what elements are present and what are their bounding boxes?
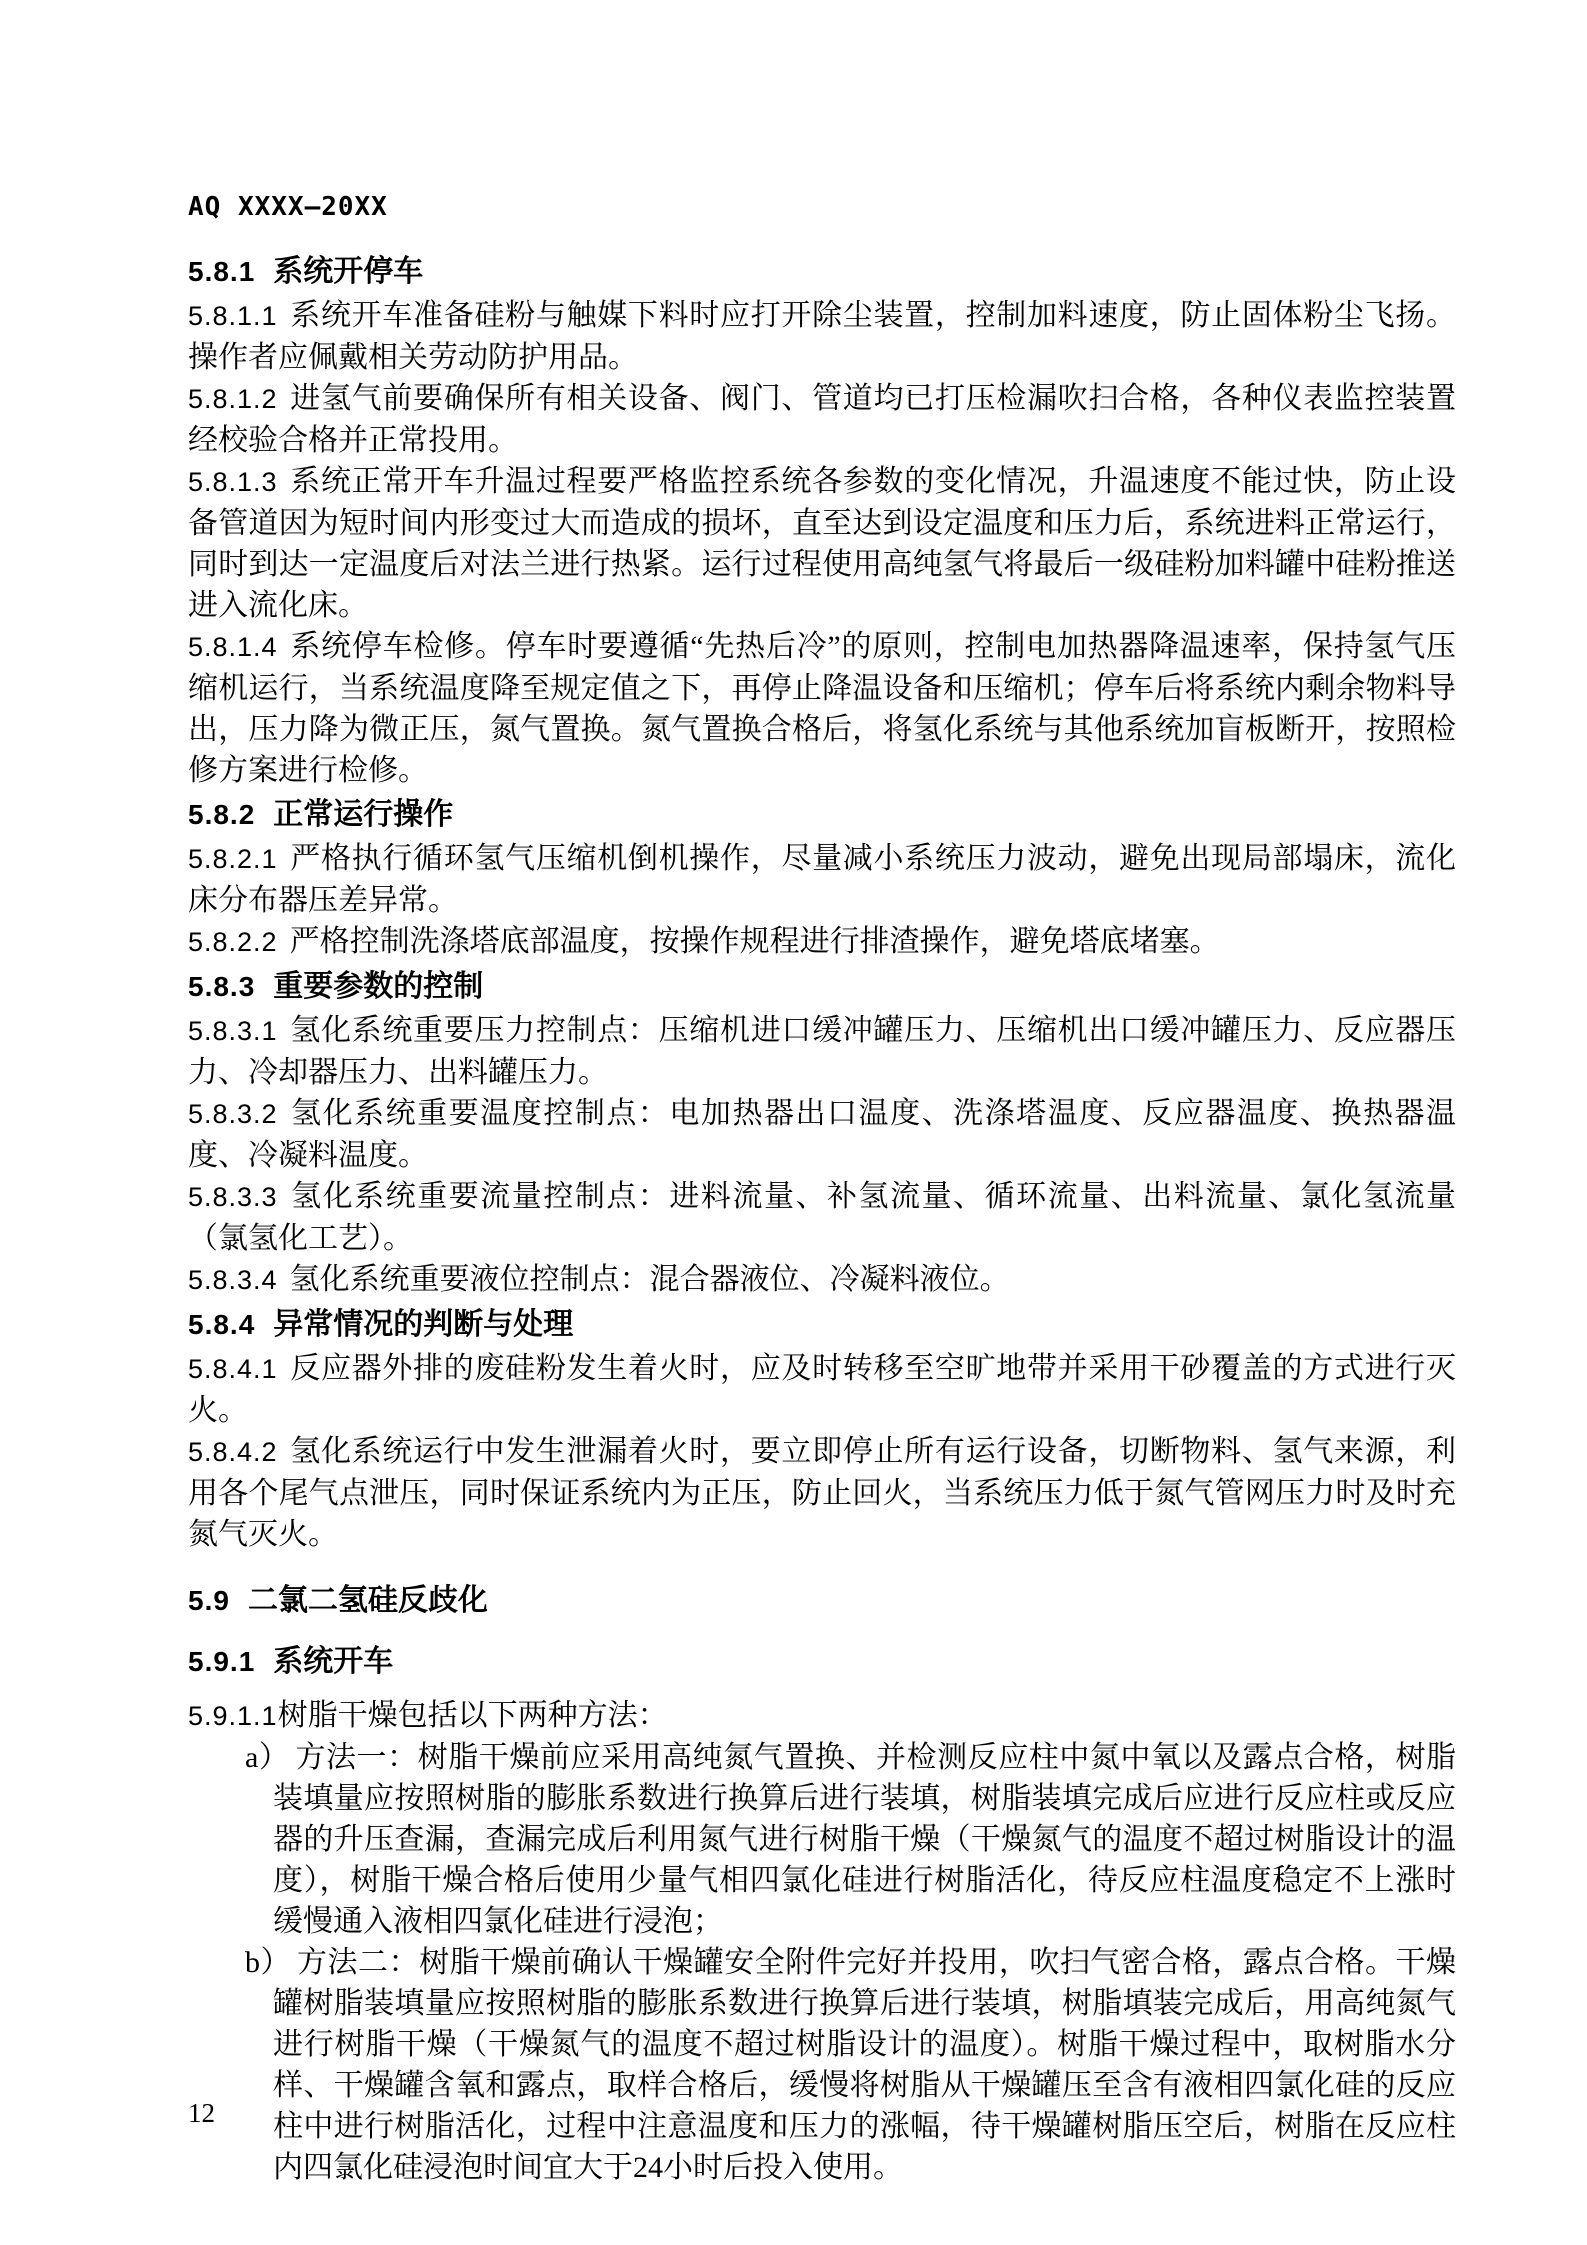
- list-item-b: [188, 1942, 1456, 2188]
- heading-text: 系统开停车: [273, 255, 424, 288]
- page-number: 12: [188, 2098, 215, 2128]
- list-item-a: [188, 1737, 1456, 1942]
- heading-number: 5.8.2: [188, 799, 256, 830]
- heading-5-8-3: [188, 965, 1456, 1008]
- heading-5-9-1: [188, 1640, 1456, 1683]
- clause-5-8-3-3: [188, 1176, 1456, 1259]
- clause-number: 5.8.4.2: [188, 1437, 278, 1467]
- clause-text: 树脂干燥包括以下两种方法：: [277, 1699, 668, 1732]
- list-item-text: 方法一：树脂干燥前应采用高纯氮气置换、并检测反应柱中氮中氧以及露点合格，树脂装填量应按照树脂的膨胀系数进行换算后进行装填，树脂装填完成后应进行反应柱或反应器的升压查漏，查漏完成后利用氮气进行树脂干燥（干燥氮气的温度不超过树脂设计的温度），树脂干燥合格后使用少量气相四氯化硅进行树脂活化，待反应柱温度稳定不上涨时缓慢通入液相四氯化硅进行浸泡；: [273, 1741, 1456, 1938]
- clause-number: 5.8.1.3: [188, 467, 278, 497]
- heading-5-8-4: [188, 1303, 1456, 1346]
- heading-5-9: [188, 1579, 1456, 1622]
- clause-text: 系统开车准备硅粉与触媒下料时应打开除尘装置，控制加料速度，防止固体粉尘飞扬。操作者应佩戴相关劳动防护用品。: [188, 299, 1456, 374]
- clause-5-8-1-4: [188, 626, 1456, 791]
- clause-5-8-1-3: [188, 461, 1456, 626]
- heading-5-8-2: [188, 793, 1456, 836]
- standard-number-header: AQ XXXX—20XX: [188, 192, 388, 222]
- heading-number: 5.8.3: [188, 971, 256, 1002]
- clause-number: 5.8.2.1: [188, 844, 278, 874]
- clause-5-8-4-2: [188, 1431, 1456, 1555]
- heading-text: 系统开车: [273, 1645, 394, 1678]
- clause-number: 5.8.1.2: [188, 384, 278, 414]
- clause-5-8-3-2: [188, 1093, 1456, 1176]
- clause-5-8-3-4: [188, 1259, 1456, 1301]
- clause-number: 5.8.1.1: [188, 301, 278, 331]
- clause-5-8-1-2: [188, 378, 1456, 461]
- list-marker: a）: [245, 1741, 290, 1774]
- clause-text: 氢化系统重要压力控制点：压缩机进口缓冲罐压力、压缩机出口缓冲罐压力、反应器压力、冷却器压力、出料罐压力。: [188, 1014, 1456, 1089]
- heading-text: 二氯二氢硅反歧化: [247, 1584, 488, 1617]
- clause-text: 系统正常开车升温过程要严格监控系统各参数的变化情况，升温速度不能过快，防止设备管道因为短时间内形变过大而造成的损坏，直至达到设定温度和压力后，系统进料正常运行，同时到达一定温度后对法兰进行热紧。运行过程使用高纯氢气将最后一级硅粉加料罐中硅粉推送进入流化床。: [188, 465, 1456, 622]
- clause-number: 5.8.4.1: [188, 1354, 278, 1384]
- heading-text: 重要参数的控制: [273, 970, 484, 1003]
- clause-text: 系统停车检修。停车时要遵循“先热后冷”的原则，控制电加热器降温速率，保持氢气压缩机运行，当系统温度降至规定值之下，再停止降温设备和压缩机；停车后将系统内剩余物料导出，压力降为微正压，氮气置换。氮气置换合格后，将氢化系统与其他系统加盲板断开，按照检修方案进行检修。: [188, 630, 1456, 787]
- clause-5-8-1-1: [188, 295, 1456, 378]
- clause-number: 5.8.3.4: [188, 1265, 278, 1295]
- heading-5-8-1: [188, 250, 1456, 293]
- clause-number: 5.8.1.4: [188, 632, 278, 662]
- heading-number: 5.8.1: [188, 256, 256, 287]
- clause-number: 5.8.3.1: [188, 1016, 278, 1046]
- clause-text: 氢化系统重要流量控制点：进料流量、补氢流量、循环流量、出料流量、氯化氢流量（氯氢化工艺）。: [188, 1180, 1456, 1255]
- document-body: [188, 248, 1456, 2188]
- list-marker: b）: [245, 1946, 292, 1979]
- clause-text: 反应器外排的废硅粉发生着火时，应及时转移至空旷地带并采用干砂覆盖的方式进行灭火。: [188, 1352, 1456, 1427]
- clause-number: 5.9.1.1: [188, 1701, 278, 1731]
- clause-number: 5.8.2.2: [188, 927, 278, 957]
- clause-text: 进氢气前要确保所有相关设备、阀门、管道均已打压检漏吹扫合格，各种仪表监控装置经校验合格并正常投用。: [188, 382, 1456, 457]
- clause-text: 氢化系统运行中发生泄漏着火时，要立即停止所有运行设备，切断物料、氢气来源，利用各个尾气点泄压，同时保证系统内为正压，防止回火，当系统压力低于氮气管网压力时及时充氮气灭火。: [188, 1435, 1456, 1551]
- clause-number: 5.8.3.3: [188, 1182, 278, 1212]
- list-item-text: 方法二：树脂干燥前确认干燥罐安全附件完好并投用，吹扫气密合格，露点合格。干燥罐树脂装填量应按照树脂的膨胀系数进行换算后进行装填，树脂填装完成后，用高纯氮气进行树脂干燥（干燥氮气的温度不超过树脂设计的温度）。树脂干燥过程中，取树脂水分样、干燥罐含氧和露点，取样合格后，缓慢将树脂从干燥罐压至含有液相四氯化硅的反应柱中进行树脂活化，过程中注意温度和压力的涨幅，待干燥罐树脂压空后，树脂在反应柱内四氯化硅浸泡时间宜大于24小时后投入使用。: [273, 1946, 1457, 2184]
- heading-text: 正常运行操作: [273, 798, 454, 831]
- heading-text: 异常情况的判断与处理: [273, 1308, 574, 1341]
- clause-number: 5.8.3.2: [188, 1099, 278, 1129]
- clause-5-8-2-2: [188, 921, 1456, 963]
- clause-text: 严格执行循环氢气压缩机倒机操作，尽量减小系统压力波动，避免出现局部塌床，流化床分布器压差异常。: [188, 842, 1456, 917]
- clause-text: 氢化系统重要温度控制点：电加热器出口温度、洗涤塔温度、反应器温度、换热器温度、冷凝料温度。: [188, 1097, 1456, 1172]
- clause-text: 氢化系统重要液位控制点：混合器液位、冷凝料液位。: [289, 1263, 1010, 1296]
- clause-5-8-4-1: [188, 1348, 1456, 1431]
- heading-number: 5.8.4: [188, 1309, 256, 1340]
- heading-number: 5.9.1: [188, 1646, 256, 1677]
- clause-5-8-2-1: [188, 838, 1456, 921]
- heading-number: 5.9: [188, 1585, 230, 1616]
- clause-5-9-1-1: [188, 1695, 1456, 1737]
- clause-5-8-3-1: [188, 1010, 1456, 1093]
- clause-text: 严格控制洗涤塔底部温度，按操作规程进行排渣操作，避免塔底堵塞。: [289, 925, 1220, 958]
